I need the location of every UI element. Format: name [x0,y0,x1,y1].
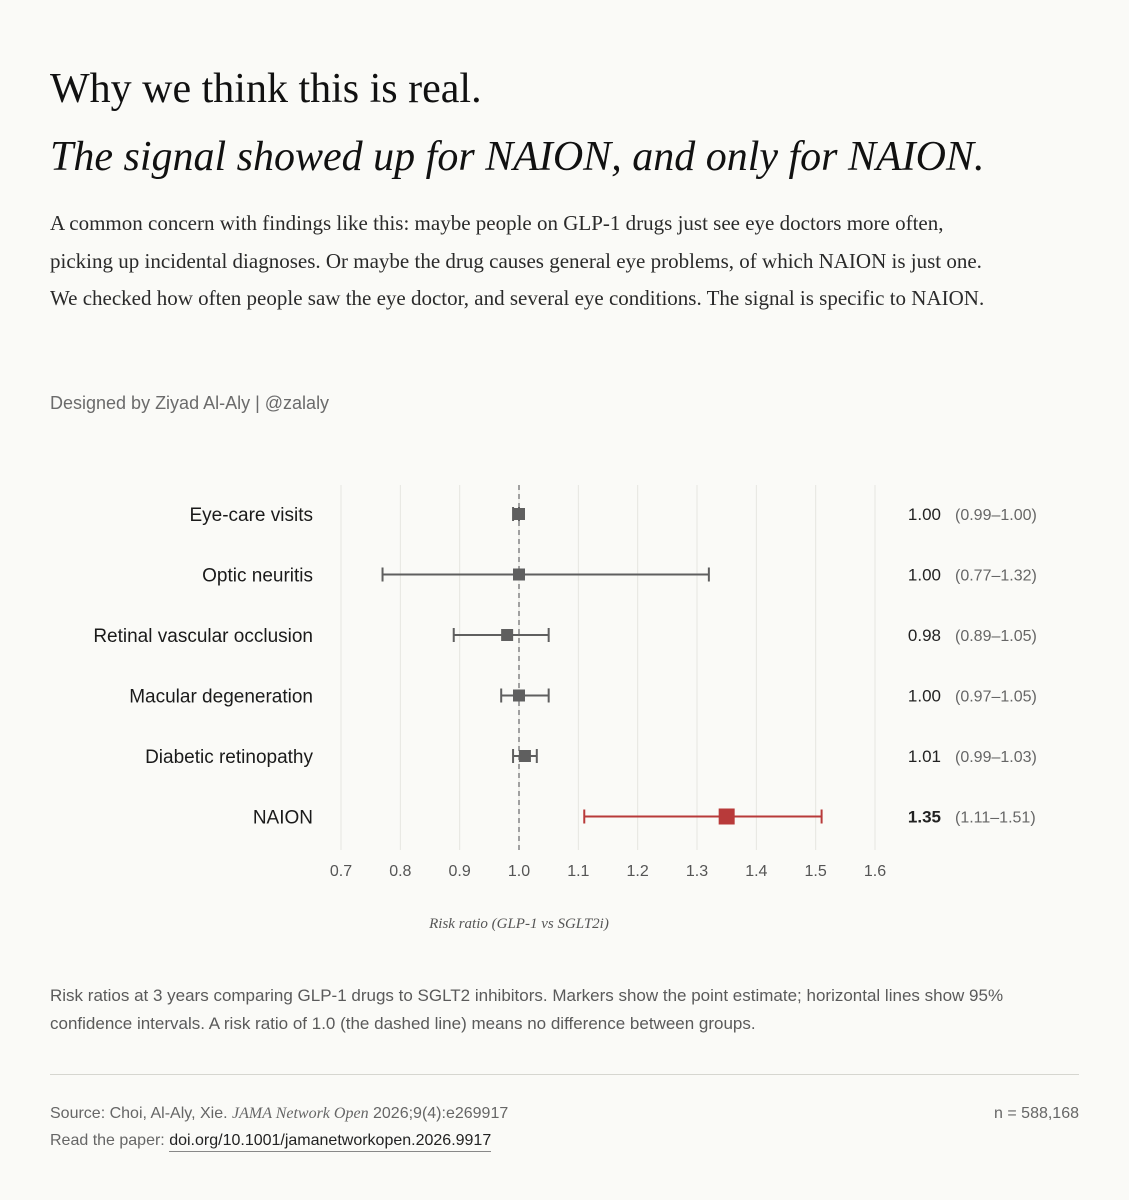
row-label: Retinal vascular occlusion [93,626,313,647]
point-estimate [513,508,525,520]
row-label: Macular degeneration [129,686,313,708]
ci-value: (0.77–1.32) [955,567,1037,585]
estimate-value: 0.98 [907,626,941,645]
chart-caption: Risk ratios at 3 years comparing GLP-1 drugs to SGLT2 inhibitors. Markers show the point estimate; horizontal lines show 95% confidence intervals. A risk ratio of 1.0 (the dashed line) means no difference between groups. [50,986,1004,1033]
row-label: NAION [252,807,313,829]
doi-link[interactable]: doi.org/10.1001/jamanetworkopen.2026.9917 [169,1132,491,1152]
point-estimate [501,629,513,641]
read-paper-label: Read the paper: [50,1132,170,1149]
source-journal: JAMA Network Open [232,1105,369,1122]
source-suffix: 2026;9(4):e269917 [368,1105,509,1122]
ci-value: (0.97–1.05) [955,688,1037,706]
estimate-value: 1.35 [907,807,941,827]
ci-value: (0.89–1.05) [955,628,1037,645]
point-estimate [513,690,525,702]
read-paper-line [50,1129,491,1153]
ci-value: (0.99–1.00) [955,507,1037,524]
page-subtitle: The signal showed up for NAION, and only for NAION. [50,134,985,180]
point-estimate [513,569,525,581]
estimate-value: 1.01 [907,747,941,766]
row-label: Optic neuritis [202,565,313,587]
row-label: Diabetic retinopathy [145,747,313,768]
x-tick-label: 0.7 [329,863,353,880]
row-label: Eye-care visits [189,505,313,526]
source-prefix: Source: Choi, Al-Aly, Xie. [50,1105,232,1122]
estimate-value: 1.00 [907,505,941,524]
source-citation [50,1102,508,1126]
x-tick-label: 1.6 [863,863,887,880]
footer-divider [50,1074,1079,1075]
sample-size: n = 588,168 [994,1105,1079,1122]
page-title: Why we think this is real. [50,66,482,112]
x-tick-label: 1.5 [804,863,827,880]
x-tick-label: 0.8 [389,863,412,880]
x-tick-label: 1.4 [745,863,768,880]
designer-credit: Designed by Ziyad Al-Aly | @zalaly [50,393,330,413]
x-tick-label: 1.3 [685,863,709,880]
x-tick-label: 1.0 [507,863,531,880]
intro-paragraph: A common concern with findings like this: maybe people on GLP-1 drugs just see eye doctors more often, picking up incidental diagnoses. Or maybe the drug causes general eye problems, of which NAION is just one. We checked how often people saw the eye doctor, and several eye conditions. The signal is specific to NAION. [50,211,985,310]
ci-value: (0.99–1.03) [955,749,1037,766]
x-tick-label: 1.1 [567,863,590,880]
ci-value: (1.11–1.51) [955,809,1036,827]
x-tick-label: 1.2 [626,863,649,880]
forest-plot [0,470,1129,950]
estimate-value: 1.00 [907,565,941,585]
point-estimate [719,809,735,825]
estimate-value: 1.00 [907,686,941,706]
point-estimate [519,750,531,762]
x-tick-label: 0.9 [448,863,471,880]
x-axis-title: Risk ratio (GLP-1 vs SGLT2i) [429,916,609,932]
